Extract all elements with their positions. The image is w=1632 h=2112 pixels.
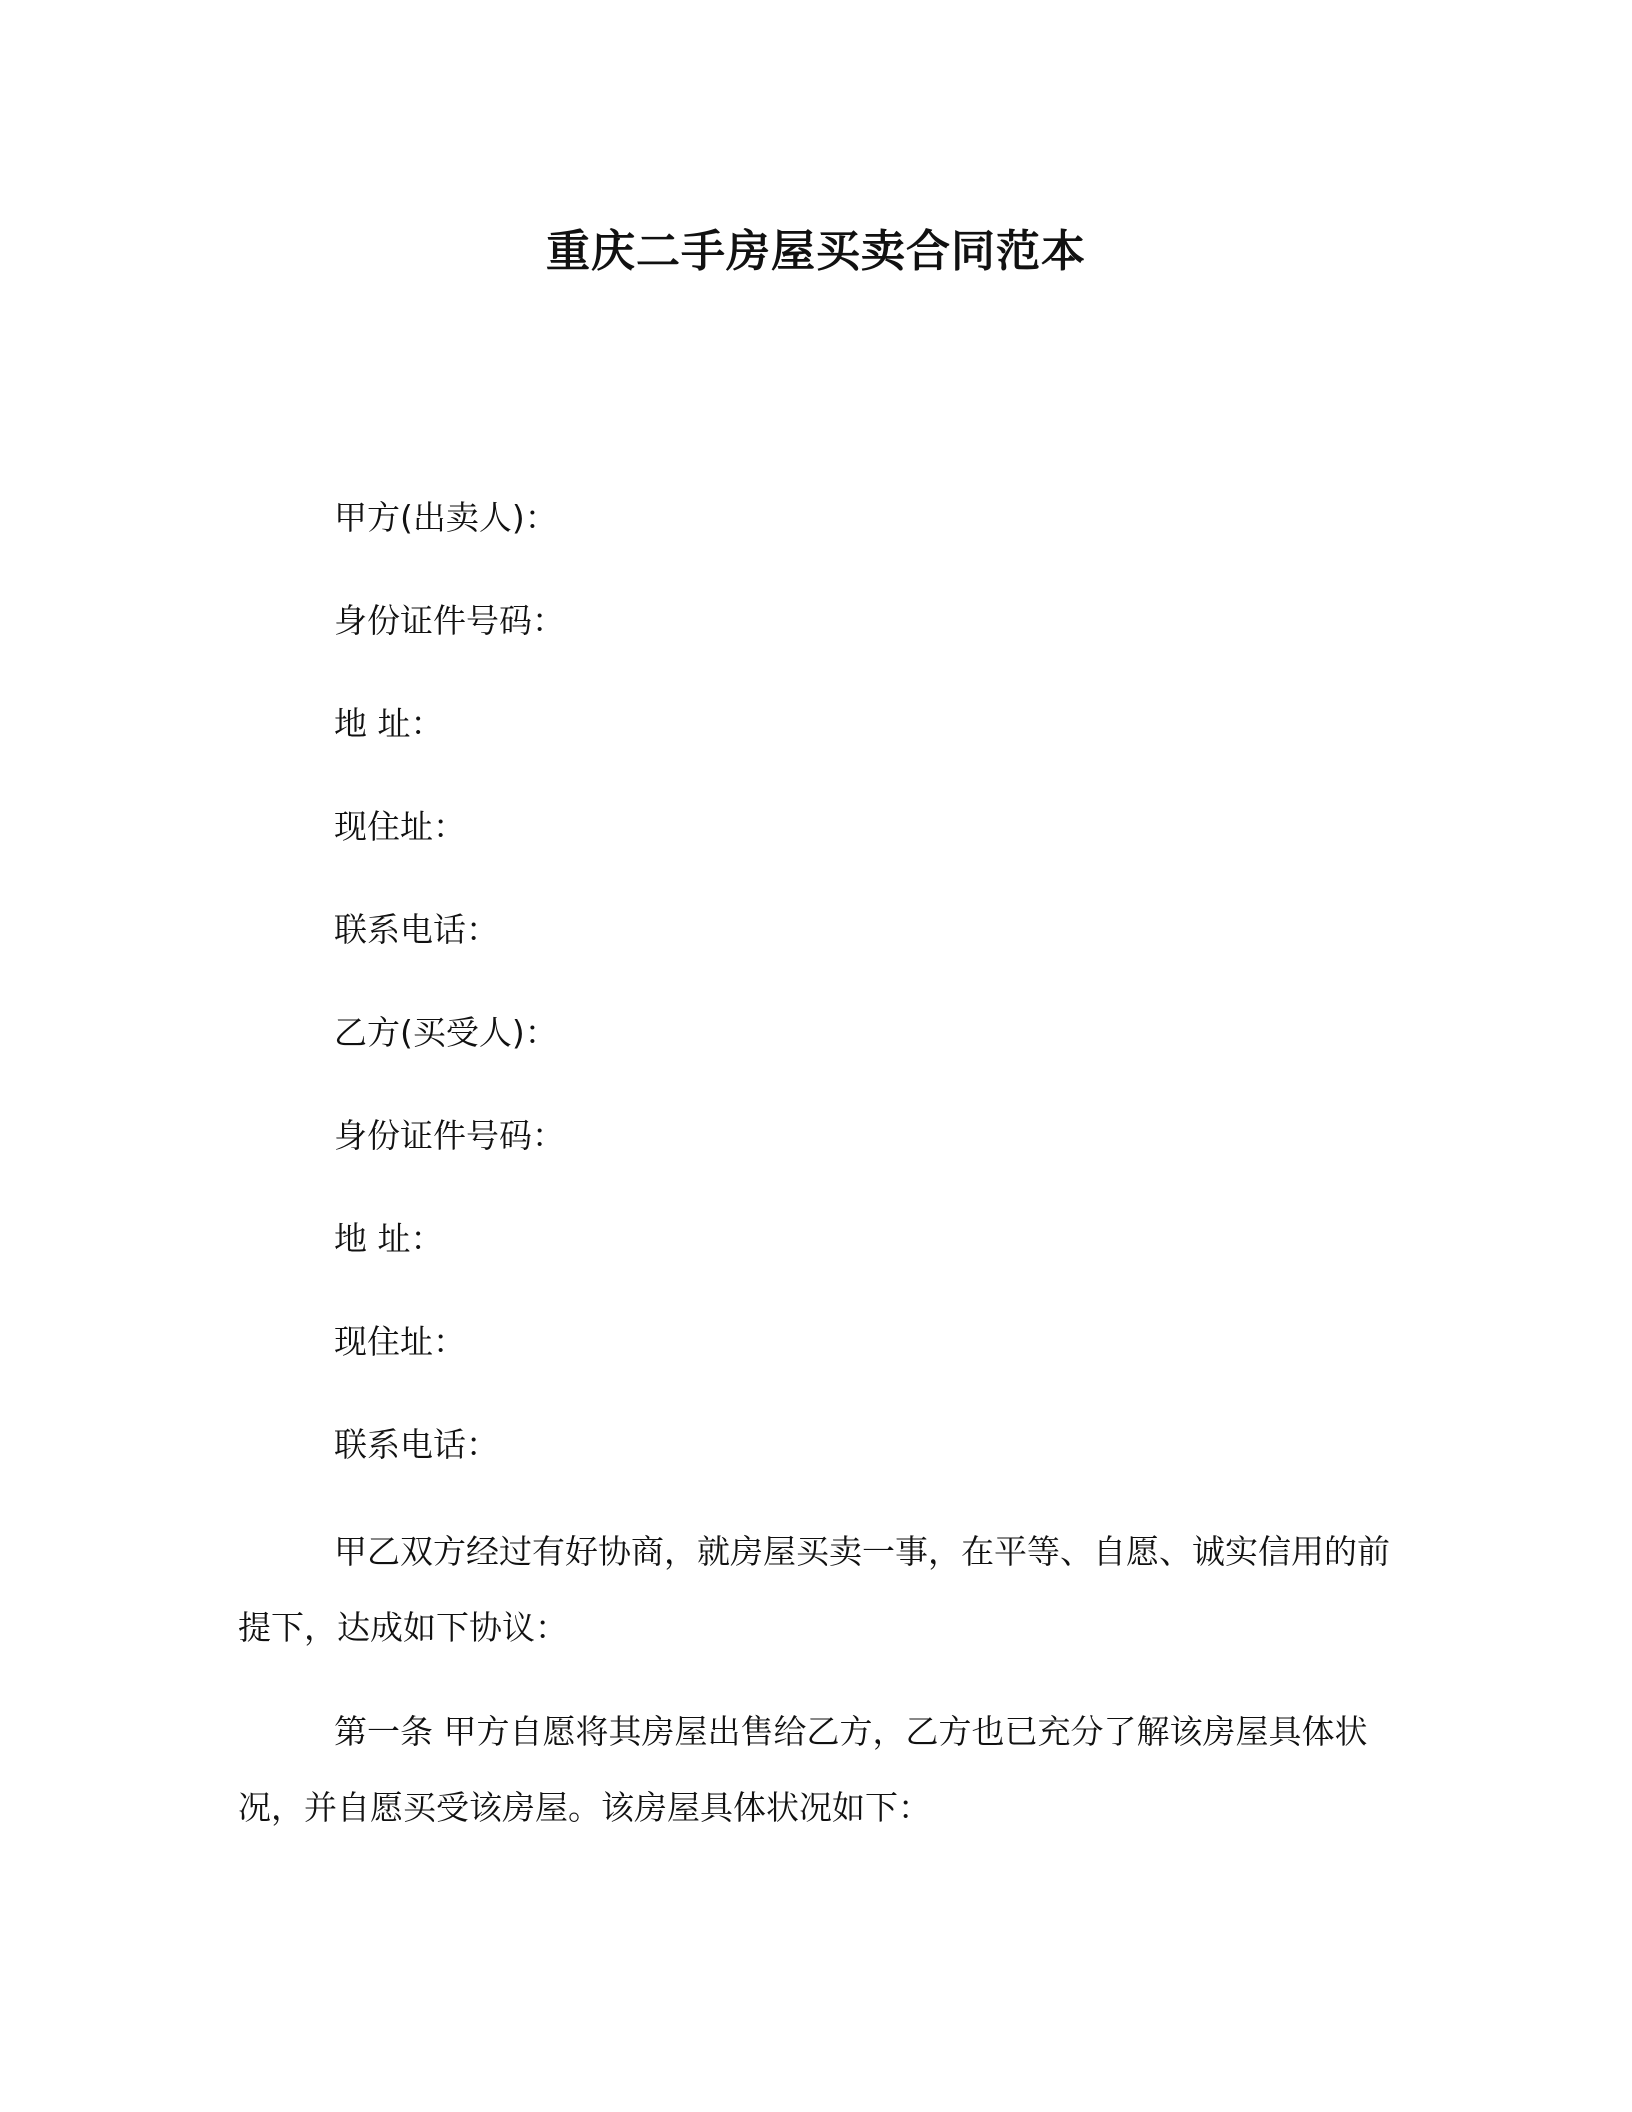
party-b-current-address-label: 现住址：: [334, 1322, 466, 1361]
document-title: 重庆二手房屋买卖合同范本: [546, 226, 1086, 277]
intro-paragraph: [238, 1514, 1398, 1666]
party-a-current-address-label: 现住址：: [334, 807, 466, 846]
article-1-paragraph: [238, 1694, 1398, 1846]
party-b-phone-label: 联系电话：: [334, 1425, 499, 1464]
party-b-label: 乙方(买受人)：: [334, 1013, 558, 1052]
party-a-address-label: 地 址：: [334, 704, 444, 743]
intro-paragraph-text: 甲乙双方经过有好协商，就房屋买卖一事，在平等、自愿、诚实信用的前提下，达成如下协议：: [238, 1532, 1390, 1647]
party-b-id-label: 身份证件号码：: [334, 1116, 565, 1155]
party-a-label: 甲方(出卖人)：: [334, 498, 558, 537]
party-b-address-label: 地 址：: [334, 1219, 444, 1258]
party-a-id-label: 身份证件号码：: [334, 601, 565, 640]
party-a-phone-label: 联系电话：: [334, 910, 499, 949]
article-1-text: 第一条 甲方自愿将其房屋出售给乙方，乙方也已充分了解该房屋具体状况，并自愿买受该房屋。该房屋具体状况如下：: [238, 1712, 1368, 1827]
